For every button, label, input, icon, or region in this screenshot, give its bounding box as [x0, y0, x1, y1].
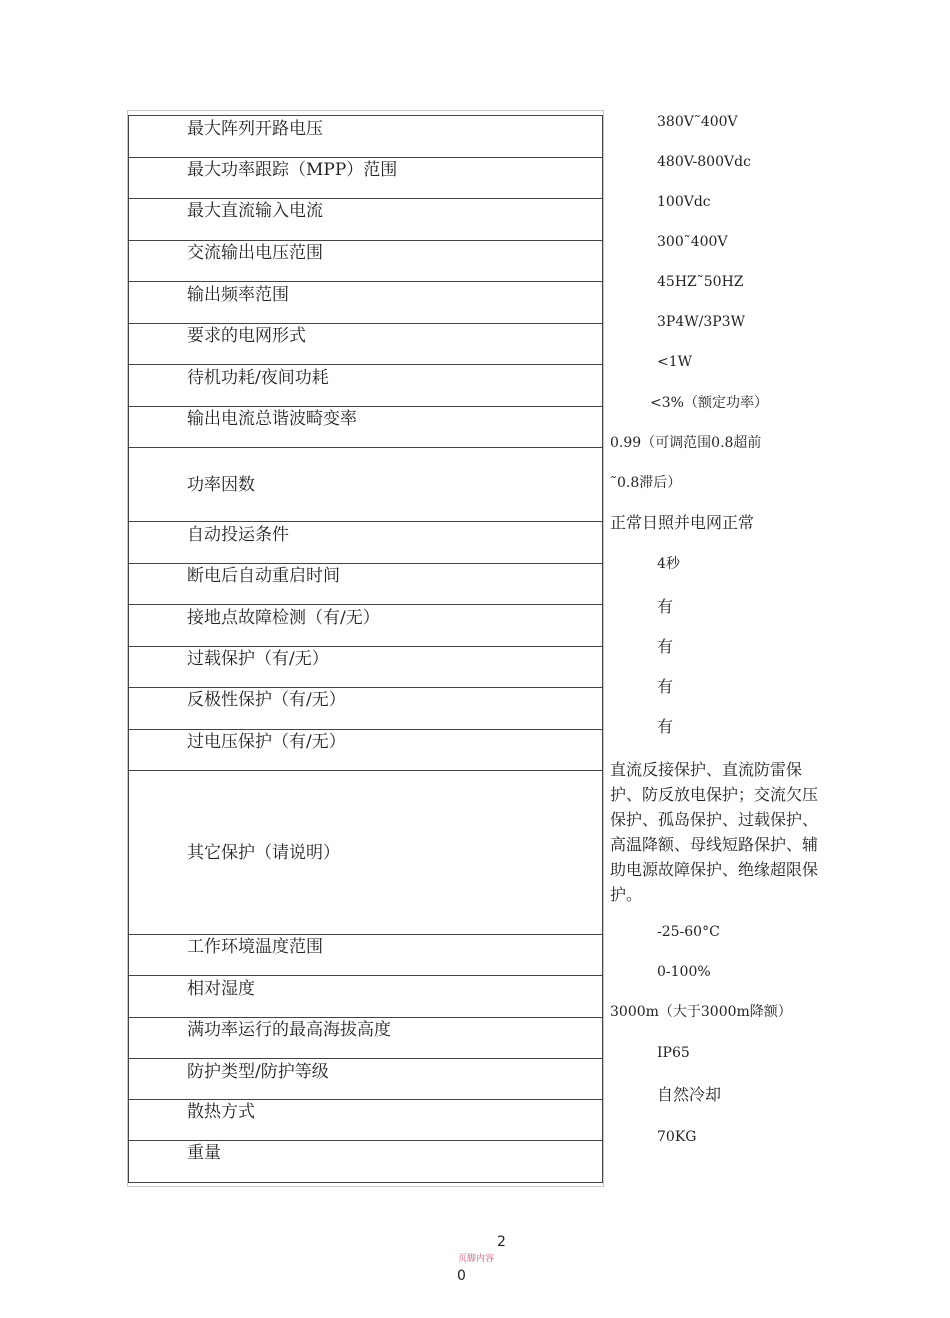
row-value: 100Vdc: [657, 194, 711, 210]
row-label: 要求的电网形式: [187, 326, 306, 346]
row-label: 断电后自动重启时间: [187, 566, 340, 586]
row-label: 反极性保护（有/无）: [187, 690, 346, 710]
row-value: <1W: [657, 354, 693, 370]
table-row: [128, 1017, 603, 1058]
row-value: 有: [657, 717, 674, 736]
row-value: 0.99（可调范围0.8超前: [610, 435, 762, 451]
footer-number: 0: [457, 1268, 466, 1284]
row-label: 相对湿度: [187, 979, 255, 999]
row-label: 满功率运行的最高海拔高度: [187, 1020, 391, 1040]
table-row: [128, 1058, 603, 1099]
table-row: [128, 364, 603, 406]
row-label: 重量: [187, 1143, 221, 1163]
row-label: 散热方式: [187, 1102, 255, 1122]
table-row: [128, 198, 603, 240]
table-row: [128, 447, 603, 521]
row-value: 有: [657, 637, 674, 656]
row-value: 300˜400V: [657, 234, 728, 250]
row-value: 3000m（大于3000m降额）: [610, 1004, 792, 1020]
row-value: 3P4W/3P3W: [657, 314, 745, 330]
table-row: [128, 604, 603, 646]
table-row: [128, 1099, 603, 1140]
page-number: 2: [497, 1234, 506, 1250]
table-row: [128, 729, 603, 770]
row-label: 最大直流输入电流: [187, 201, 323, 221]
table-row: [128, 406, 603, 447]
row-label: 最大阵列开路电压: [187, 119, 323, 139]
row-label: 最大功率跟踪（MPP）范围: [187, 160, 398, 180]
table-row: [128, 115, 603, 157]
row-label: 输出电流总谐波畸变率: [187, 409, 357, 429]
table-row: [128, 1140, 603, 1183]
table-row: [128, 521, 603, 563]
row-value: <3%（额定功率）: [650, 395, 768, 411]
row-value-paragraph: 直流反接保护、直流防雷保护、防反放电保护；交流欠压保护、孤岛保护、过载保护、高温降额、母线短路保护、辅助电源故障保护、绝缘超限保护。: [610, 760, 819, 904]
row-label: 防护类型/防护等级: [187, 1062, 329, 1082]
footer-text: 页脚内容: [458, 1254, 495, 1264]
row-value: 380V˜400V: [657, 114, 738, 130]
row-label: 过载保护（有/无）: [187, 649, 329, 669]
row-label: 过电压保护（有/无）: [187, 732, 346, 752]
row-value: 4秒: [657, 556, 680, 572]
row-value: 480V-800Vdc: [657, 154, 751, 170]
row-label: 其它保护（请说明）: [187, 843, 340, 863]
row-value-continued: ˜0.8滞后）: [610, 475, 682, 491]
table-row: [128, 770, 603, 934]
row-label: 功率因数: [187, 475, 255, 495]
row-label: 工作环境温度范围: [187, 937, 323, 957]
row-value: 45HZ˜50HZ: [657, 274, 744, 290]
row-value: 正常日照并电网正常: [610, 513, 755, 532]
row-value: 0-100%: [657, 964, 711, 980]
table-row: [128, 646, 603, 687]
table-row: [128, 240, 603, 281]
row-label: 自动投运条件: [187, 525, 289, 545]
table-row: [128, 323, 603, 364]
row-value: IP65: [657, 1045, 690, 1061]
row-label: 输出频率范围: [187, 285, 289, 305]
row-label: 交流输出电压范围: [187, 243, 323, 263]
table-row: [128, 934, 603, 975]
table-row: [128, 975, 603, 1017]
row-value: 自然冷却: [657, 1085, 722, 1104]
row-value: 有: [657, 677, 674, 696]
row-value: -25-60°C: [657, 924, 720, 940]
row-value: 有: [657, 597, 674, 616]
table-row: [128, 563, 603, 604]
row-label: 接地点故障检测（有/无）: [187, 608, 380, 628]
row-label: 待机功耗/夜间功耗: [187, 368, 329, 388]
row-value: 70KG: [657, 1129, 697, 1145]
table-row: [128, 281, 603, 323]
table-row: [128, 687, 603, 729]
table-row: [128, 157, 603, 198]
